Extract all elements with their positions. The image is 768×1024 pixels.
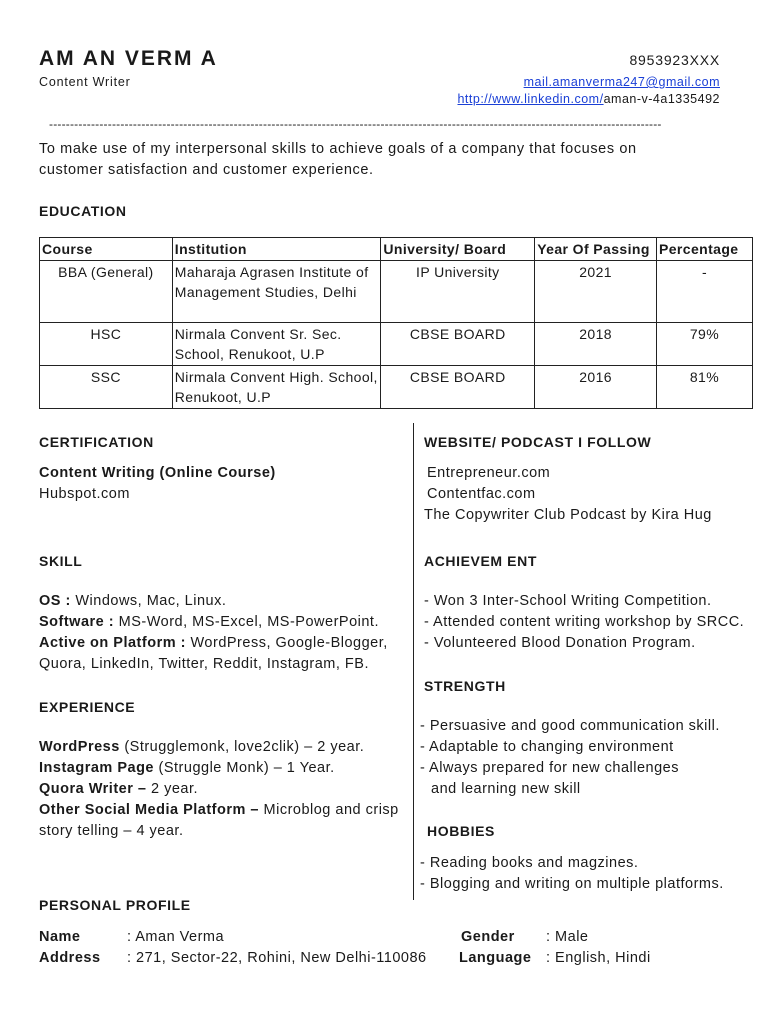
cell-board: CBSE BOARD	[381, 366, 535, 409]
cell-percentage: 79%	[657, 323, 753, 366]
list-item: - Attended content writing workshop by SRCC.	[424, 614, 745, 630]
list-item: and learning new skill	[431, 781, 581, 797]
cell-institution: Maharaja Agrasen Institute of Management Studies, Delhi	[172, 261, 381, 323]
list-item: Contentfac.com	[427, 486, 536, 502]
skill-software-label: Software :	[39, 614, 115, 630]
profile-name-value: : Aman Verma	[127, 929, 225, 945]
profile-name-label: Name	[39, 929, 81, 945]
profile-language-label: Language	[459, 950, 532, 966]
list-item: - Volunteered Blood Donation Program.	[424, 635, 696, 651]
list-item: - Persuasive and good communication skill.	[420, 718, 720, 734]
skill-title: SKILL	[39, 553, 83, 569]
profile-address-label: Address	[39, 950, 101, 966]
experience-detail: (Strugglemonk, love2clik) – 2 year.	[119, 739, 365, 755]
experience-list	[39, 737, 404, 842]
header-course: Course	[40, 238, 173, 261]
skill-list	[39, 591, 404, 675]
header-divider: --------------------------------------------------------------------------------------------------------------------------------------------------	[49, 117, 662, 131]
list-item: - Blogging and writing on multiple platforms.	[420, 876, 724, 892]
table-row	[40, 323, 753, 366]
experience-detail: (Struggle Monk) – 1 Year.	[154, 760, 335, 776]
profile-title: PERSONAL PROFILE	[39, 897, 191, 913]
profile-address-value: : 271, Sector-22, Rohini, New Delhi-110086	[127, 950, 427, 966]
column-divider	[413, 423, 414, 900]
email-link[interactable]: mail.amanverma247@gmail.com	[523, 75, 720, 89]
skill-os-label: OS :	[39, 593, 71, 609]
linkedin-link[interactable]: http://www.linkedin.com/	[457, 92, 604, 106]
linkedin-suffix: aman-v-4a1335492	[603, 92, 720, 106]
cell-year: 2018	[535, 323, 657, 366]
skill-platform-value: WordPress, Google-Blogger, Quora, LinkedIn, Twitter, Reddit, Instagram, FB.	[39, 635, 388, 672]
skill-software-value: MS-Word, MS-Excel, MS-PowerPoint.	[114, 614, 379, 630]
header-percentage: Percentage	[657, 238, 753, 261]
experience-title: EXPERIENCE	[39, 699, 136, 715]
cell-board: IP University	[381, 261, 535, 323]
achievement-title: ACHIEVEM ENT	[424, 553, 537, 569]
websites-list	[424, 463, 712, 526]
skill-platform-label: Active on Platform :	[39, 635, 186, 651]
experience-label: WordPress	[39, 739, 120, 755]
experience-detail: 2 year.	[146, 781, 199, 797]
profile-gender-label: Gender	[461, 929, 515, 945]
phone-number: 8953923XXX	[629, 52, 720, 68]
cell-institution: Nirmala Convent Sr. Sec. School, Renukoot, U.P	[172, 323, 381, 366]
achievement-list	[424, 591, 744, 654]
skill-os-value: Windows, Mac, Linux.	[70, 593, 227, 609]
job-title: Content Writer	[39, 75, 131, 89]
cell-percentage: 81%	[657, 366, 753, 409]
experience-label: Instagram Page	[39, 760, 154, 776]
cell-institution: Nirmala Convent High. School, Renukoot, U.P	[172, 366, 381, 409]
hobbies-list	[420, 853, 724, 895]
experience-label: Other Social Media Platform –	[39, 802, 259, 818]
linkedin-url	[457, 92, 720, 106]
cell-board: CBSE BOARD	[381, 323, 535, 366]
education-header-row	[40, 238, 753, 261]
strength-list	[420, 716, 720, 800]
cell-year: 2021	[535, 261, 657, 323]
cell-year: 2016	[535, 366, 657, 409]
cell-course: SSC	[40, 366, 173, 409]
header-year: Year Of Passing	[535, 238, 657, 261]
list-item: Entrepreneur.com	[427, 465, 551, 481]
cell-course: HSC	[40, 323, 173, 366]
hobbies-title: HOBBIES	[427, 823, 495, 839]
list-item: - Adaptable to changing environment	[420, 739, 674, 755]
profile-gender-value: : Male	[546, 929, 589, 945]
table-row	[40, 366, 753, 409]
list-item	[39, 779, 404, 800]
list-item: The Copywriter Club Podcast by Kira Hug	[424, 507, 712, 523]
certification-title: CERTIFICATION	[39, 434, 154, 450]
resume-name: AM AN VERM A	[39, 47, 218, 70]
skill-os	[39, 591, 404, 612]
list-item: - Always prepared for new challenges	[420, 760, 679, 776]
strength-title: STRENGTH	[424, 678, 506, 694]
skill-platform	[39, 633, 404, 675]
cell-course: BBA (General)	[40, 261, 173, 323]
cell-percentage: -	[657, 261, 753, 323]
list-item: - Reading books and magzines.	[420, 855, 639, 871]
header-institution: Institution	[172, 238, 381, 261]
education-title: EDUCATION	[39, 203, 127, 219]
certification-course: Content Writing (Online Course)	[39, 465, 276, 481]
certification-provider: Hubspot.com	[39, 486, 130, 502]
list-item	[39, 758, 404, 779]
experience-label: Quora Writer –	[39, 781, 147, 797]
list-item	[39, 800, 404, 842]
table-row	[40, 261, 753, 323]
objective-text: To make use of my interpersonal skills to achieve goals of a company that focuses on customer satisfaction and customer experience.	[39, 141, 637, 178]
profile-language-value: : English, Hindi	[546, 950, 651, 966]
list-item: - Won 3 Inter-School Writing Competition.	[424, 593, 712, 609]
websites-title: WEBSITE/ PODCAST I FOLLOW	[424, 434, 652, 450]
list-item	[39, 737, 404, 758]
skill-software	[39, 612, 404, 633]
header-board: University/ Board	[381, 238, 535, 261]
education-table	[39, 237, 753, 409]
experience-detail: Microblog and crisp story telling – 4 year.	[39, 802, 399, 839]
